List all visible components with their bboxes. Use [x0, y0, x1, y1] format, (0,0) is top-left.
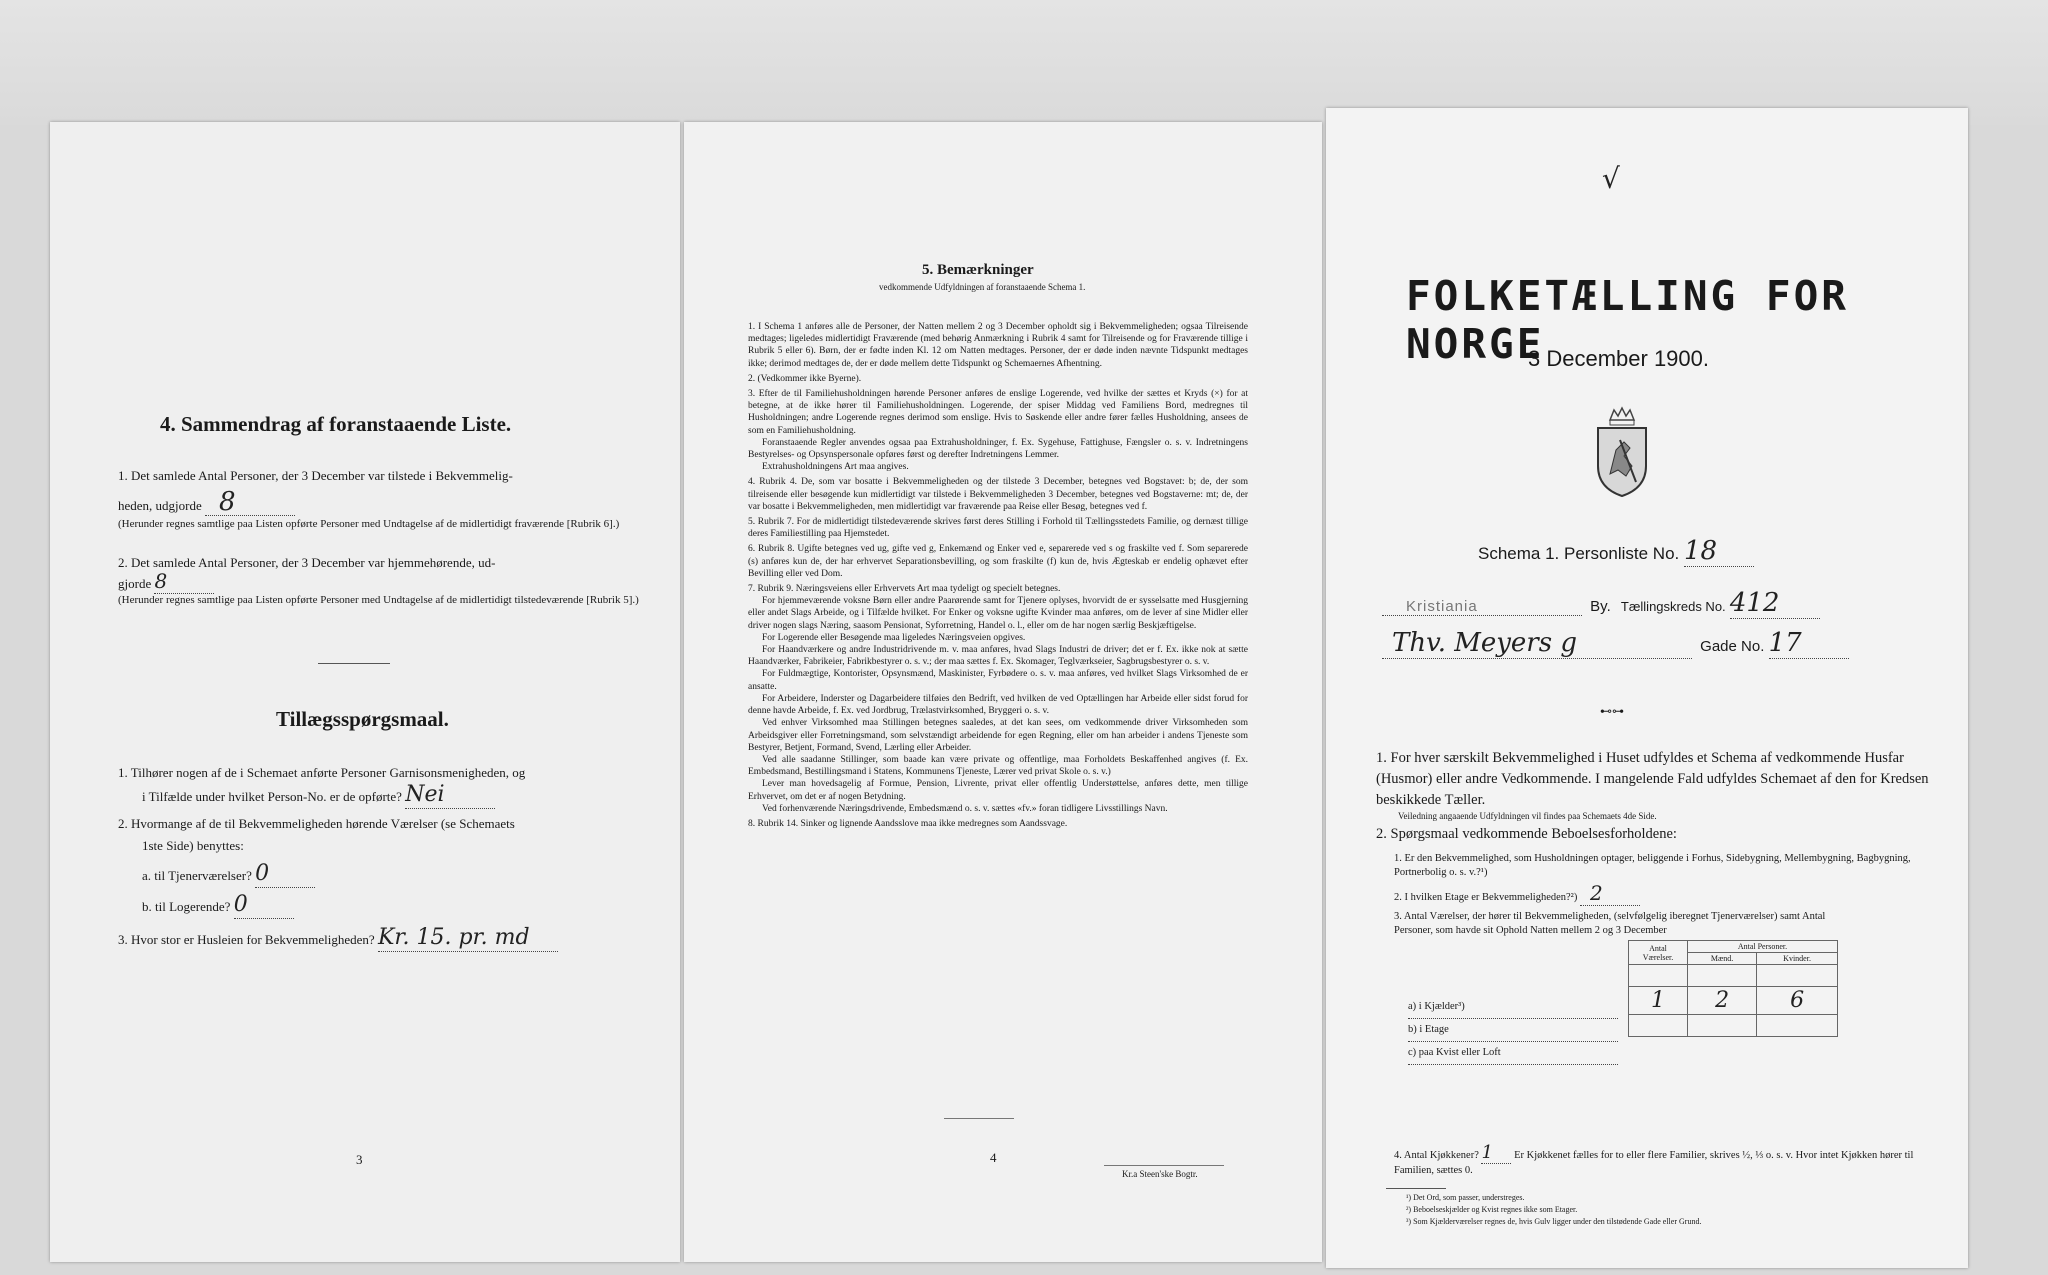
remark-item: Ved enhver Virksomhed maa Stillingen betegnes saaledes, at det kan sees, om vedkommende driver Virksomheden som Arbeidsgiver eller Forretningsmand, som selvstændigt arbeidende for egen Regning, eller om han arbeider i andens Tjeneste som Bestyrer, Betjent, Formand, Svend, Lærling eller Arbeider. [748, 718, 1248, 753]
floor-field [1580, 881, 1640, 906]
footnote-3: ³) Som Kjælderværelser regnes de, hvis Gulv ligger under den tilstødende Gade eller Grund. [1406, 1217, 1702, 1226]
cell-rooms [1629, 1015, 1688, 1037]
q2-text: 2. Det samlede Antal Personer, der 3 December var hjemmehørende, ud- [118, 555, 496, 570]
instruction-1-note: Veiledning angaaende Udfyldningen vil findes paa Schemaets 4de Side. [1398, 811, 1657, 821]
coat-of-arms-icon [1590, 404, 1654, 500]
s1-answer: Nei [405, 782, 445, 807]
location-line [1382, 588, 1820, 619]
city-field [1382, 598, 1582, 616]
remark-item: 6. Rubrik 8. Ugifte betegnes ved ug, gifte ved g, Enkemænd og Enker ved e, separerede ved s og fraskilte ved f. Som separerede (s) anføres kun de, der har erhvervet Separationsbevilling, og som fraskilte (f) kun de, hvis Ægteskab er endelig ophævet efter Bevilling eller ved Dom. [748, 544, 1248, 579]
remark-item: Ved forhenværende Næringsdrivende, Embedsmænd o. s. v. sættes «fv.» foran tidligere Livsstillings Navn. [762, 803, 1168, 814]
header-rooms: Antal Værelser. [1629, 941, 1688, 965]
remark-item: Ved alle saadanne Stillinger, som baade kan være private og offentlige, maa Forholdets Beskaffenhed angives (f. Ex. Embedsmand, Bestillingsmand i Statens, Kommunens Tjeneste, Lærer ved privat Skole o. s. v.) [748, 754, 1248, 778]
s2a-field [255, 863, 315, 888]
s3-text: 3. Hvor stor er Husleien for Bekvemmeligheden? [118, 932, 375, 947]
gade-number-field [1769, 628, 1849, 659]
remark-item: For Logerende eller Besøgende maa ligeledes Næringsveien opgives. [762, 632, 1026, 643]
q2-note: (Herunder regnes samtlige paa Listen opførte Personer med Undtagelse af de midlertidigt tilstedeværende [Rubrik 5].) [118, 594, 639, 606]
remark-item: For hjemmeværende voksne Børn eller andre Paarørende samt for Tjenere oplyses, hvorvidt de er sysselsatte med Husgjerning eller andet Slags Arbeide, og i Tilfælde hvilket. For Enker og voksne ugifte Kvinder maa anføres, om de lever af sine Midler eller driver nogen slags Næring, saasom Pensionat, Syforretning, Handel o. l., eller om de har nogen særlig Beskjæftigelse. [748, 596, 1248, 631]
remark-item: For Arbeidere, Inderster og Dagarbeidere tilføies den Bedrift, ved hvilken de ved Optællingen har Arbeide eller sidst forud for denne havde Arbeide, f. Ex. ved Jordbrug, Trælastvirksomhed, Bryggeri o. s. v. [748, 693, 1248, 717]
question-1 [118, 467, 658, 531]
page-number: 3 [356, 1152, 363, 1167]
remark-item: For Fuldmægtige, Kontorister, Opsynsmænd, Maskinister, Fyrbødere o. s. v. maa anføres, ved hvilket Slags Virksomhed de er ansatte. [748, 669, 1248, 692]
kitchen-label: 4. Antal Kjøkkener? [1394, 1150, 1479, 1161]
s1-label: i Tilfælde under hvilket Person-No. er de opførte? [142, 789, 402, 804]
schema-number: 18 [1684, 536, 1718, 566]
question-2 [118, 554, 658, 607]
street-field [1382, 628, 1692, 659]
q2-field [154, 569, 214, 594]
by-label: By. [1590, 598, 1611, 615]
rooms-table [1628, 940, 1838, 1037]
header-women: Kvinder. [1757, 953, 1838, 965]
q2-answer: 8 [154, 569, 168, 593]
schema-number-field [1684, 536, 1754, 567]
floor-answer: 2 [1589, 881, 1603, 905]
check-mark: √ [1602, 162, 1620, 195]
remark-item: 1. I Schema 1 anføres alle de Personer, der Natten mellem 2 og 3 December opholdt sig i Bekvemmeligheden; ogsaa Tilreisende medtages; ligeledes midlertidigt Fraværende (med behørig Anmærkning i Rubrik 4 samt for Tilreisende og for Fraværende tillige i Rubrik 5 eller 6). Børn, der er fødte inden Kl. 12 om Natten medtages. Personer, der er døde inden nævnte Tidspunkt medtages ikke; derimod medtages de, der er døde mellem dette Tidspunkt og Schemaernes Afhentning. [748, 322, 1248, 369]
remark-item: 8. Rubrik 14. Sinker og lignende Aandsslove maa ikke medregnes som Aandssvage. [748, 818, 1068, 829]
remarks-subtitle: vedkommende Udfyldningen af foranstaaende Schema 1. [879, 282, 1086, 292]
census-date: 3 December 1900. [1528, 346, 1709, 371]
remark-item: 4. Rubrik 4. De, som var bosatte i Bekvemmeligheden og der tilstede 3 December, betegnes ved Bogstavet: b; de, der som tilreisende eller besøgende kun midlertidigt var tilstede i Bekvemmeligheden 3 December, betegnes ved Bogstaverne: mt; de, der var bosatte i Bekvemmeligheden, men midlertidigt var fraværende paa Reise eller Besøg, betegnes ved f. [748, 477, 1248, 512]
q1-label: heden, udgjorde [118, 498, 202, 513]
cell-women: 6 [1757, 987, 1838, 1015]
city: Kristiania [1406, 598, 1478, 615]
housing-q3: 3. Antal Værelser, der hører til Bekvemmeligheden, (selvfølgelig iberegnet Tjenerværelser) samt Antal Personer, som havde sit Ophold Natten mellem 2 og 3 December [1394, 911, 1826, 936]
housing-q1: 1. Er den Bekvemmelighed, som Husholdningen optager, beliggende i Forhus, Sidebygning, Mellembygning, Bagbygning, Portnerbolig o. s. v.?¹) [1394, 853, 1911, 878]
divider [944, 1118, 1014, 1119]
supplementary-title: Tillægsspørgsmaal. [276, 707, 449, 731]
instruction-1 [1376, 748, 1936, 845]
background-top [0, 0, 2048, 125]
page-number: 4 [990, 1150, 997, 1165]
printer-imprint: Kr.a Steen'ske Bogtr. [1122, 1169, 1198, 1179]
supplementary-questions [118, 762, 658, 952]
ornament-divider-icon: ⊷⊶ [1600, 704, 1624, 718]
s3-field [378, 927, 558, 952]
left-page [50, 122, 680, 1262]
s2b-field [234, 894, 294, 919]
header-persons: Antal Personer. [1688, 941, 1838, 953]
kitchen-field [1481, 1142, 1511, 1164]
schema-label: Schema 1. Personliste No. [1478, 544, 1680, 563]
s2-label: 1ste Side) benyttes: [142, 838, 244, 853]
rooms-row-labels [1408, 996, 1618, 1065]
street-line [1382, 628, 1849, 659]
footnotes [1406, 1192, 1701, 1228]
cell-rooms: 1 [1629, 987, 1688, 1015]
row-label-attic: c) paa Kvist eller Loft [1408, 1042, 1618, 1065]
remark-item: For Haandværkere og andre Industridrivende m. v. maa anføres, hvad Slags Industri de driver; det er f. Ex. ikke nok at sætte Haandværker, Fabrikeier, Fabrikbestyrer o. s. v.; der maa sættes f. Ex. Skomager, Teglværkseier, Sagbrugsbestyrer o. s. v. [748, 645, 1248, 668]
printer-rule [1104, 1165, 1224, 1166]
table-row [1629, 965, 1838, 987]
remark-item: 5. Rubrik 7. For de midlertidigt tilstedeværende skrives først deres Stilling i Forhold til Tællingsstedets Familie, og dernæst tillige deres Familiestilling paa Hjemstedet. [748, 517, 1248, 540]
q1-text: 1. Det samlede Antal Personer, der 3 December var tilstede i Bekvemmelig- [118, 468, 513, 483]
q1-answer: 8 [219, 487, 236, 517]
middle-page [684, 122, 1322, 1262]
s2b-answer: 0 [233, 892, 248, 917]
cell-men: 2 [1688, 987, 1757, 1015]
s2-text: 2. Hvormange af de til Bekvemmeligheden hørende Værelser (se Schemaets [118, 816, 515, 831]
instruction-2-text: 2. Spørgsmaal vedkommende Beboelsesforholdene: [1376, 826, 1677, 842]
footnote-1: ¹) Det Ord, som passer, understreges. [1406, 1193, 1525, 1202]
row-label-floor: b) i Etage [1408, 1019, 1618, 1042]
s2b-label: b. til Logerende? [142, 899, 231, 914]
remark-item: Extrahusholdningens Art maa angives. [762, 462, 909, 473]
table-row [1629, 1015, 1838, 1037]
q1-note: (Herunder regnes samtlige paa Listen opførte Personer med Undtagelse af de midlertidigt fraværende [Rubrik 6].) [118, 518, 620, 530]
footnote-2: ²) Beboelseskjælder og Kvist regnes ikke som Etager. [1406, 1205, 1578, 1214]
street: Thv. Meyers g [1392, 628, 1577, 658]
q1-field [205, 487, 295, 517]
district-field [1730, 588, 1820, 619]
kitchen-answer: 1 [1481, 1142, 1493, 1163]
right-page [1326, 108, 1968, 1268]
s1-field [405, 784, 495, 809]
remark-item: 3. Efter de til Familiehusholdningen hørende Personer anføres de enslige Logerende, ved hvilke der sættes et Kryds (×) for at betegne, at de ikke hører til Familiehusholdningen. Logerende, der spiser Middag ved Familiens Bord, medregnes til Husholdningen; andre Logerende regnes derimod som enslige. Hvis to Søskende eller andre fører fælles Husholdning, ansees de som en Familiehusholdning. [748, 389, 1248, 436]
s2a-answer: 0 [255, 861, 270, 886]
housing-questions [1394, 852, 1934, 938]
remarks-list [748, 318, 1248, 830]
housing-q2: 2. I hvilken Etage er Bekvemmeligheden?²) [1394, 892, 1578, 903]
cell-rooms [1629, 965, 1688, 987]
remark-item: 7. Rubrik 9. Næringsveiens eller Erhvervets Art maa tydeligt og specielt betegnes. [748, 584, 1061, 595]
remark-item: Foranstaaende Regler anvendes ogsaa paa Extrahusholdninger, f. Ex. Sygehuse, Fattighuse, Fængsler o. s. v. Indretningens Bestyrelses- og Opsynspersonale opføres først og derefter Indretningens Lemmer. [748, 437, 1248, 461]
kitchen-question [1394, 1142, 1934, 1178]
q2-label: gjorde [118, 576, 152, 591]
section-title: 4. Sammendrag af foranstaaende Liste. [160, 412, 512, 436]
schema-line [1478, 536, 1754, 567]
gade-label: Gade No. [1700, 638, 1765, 655]
divider [318, 663, 390, 664]
cell-men [1688, 1015, 1757, 1037]
header-men: Mænd. [1688, 953, 1757, 965]
s2a-label: a. til Tjenerværelser? [142, 868, 252, 883]
s3-answer: Kr. 15. pr. md [377, 925, 530, 950]
cell-men [1688, 965, 1757, 987]
census-title: FOLKETÆLLING FOR NORGE [1406, 272, 1849, 368]
district-label: Tællingskreds No. [1620, 599, 1726, 614]
district-number: 412 [1729, 588, 1780, 618]
remark-item: Lever man hovedsagelig af Formue, Pension, Livrente, privat eller offentlig Understøttelse, anføres dette, men tillige Erhvervet, om det er af nogen Betydning. [748, 779, 1248, 802]
table-row [1629, 987, 1838, 1015]
remark-item: 2. (Vedkommer ikke Byerne). [748, 373, 862, 384]
cell-women [1757, 1015, 1838, 1037]
row-label-basement: a) i Kjælder³) [1408, 996, 1618, 1019]
footnote-rule [1386, 1188, 1446, 1189]
gade-number: 17 [1768, 628, 1802, 658]
s1-text: 1. Tilhører nogen af de i Schemaet anførte Personer Garnisonsmenigheden, og [118, 765, 526, 780]
remarks-title: 5. Bemærkninger [922, 262, 1034, 278]
instruction-1-text: 1. For hver særskilt Bekvemmelighed i Huset udfyldes et Schema af vedkommende Husfar (Husmor) eller andre Vedkommende. I mangelende Fald udfyldes Schemaet af den for Kredsen beskikkede Tæller. [1376, 750, 1929, 808]
cell-women [1757, 965, 1838, 987]
kitchen-note: Er Kjøkkenet fælles for to eller flere Familier, skrives ½, ⅓ o. s. v. Hvor intet Kjøkken hører til Familien, sættes 0. [1394, 1150, 1914, 1176]
